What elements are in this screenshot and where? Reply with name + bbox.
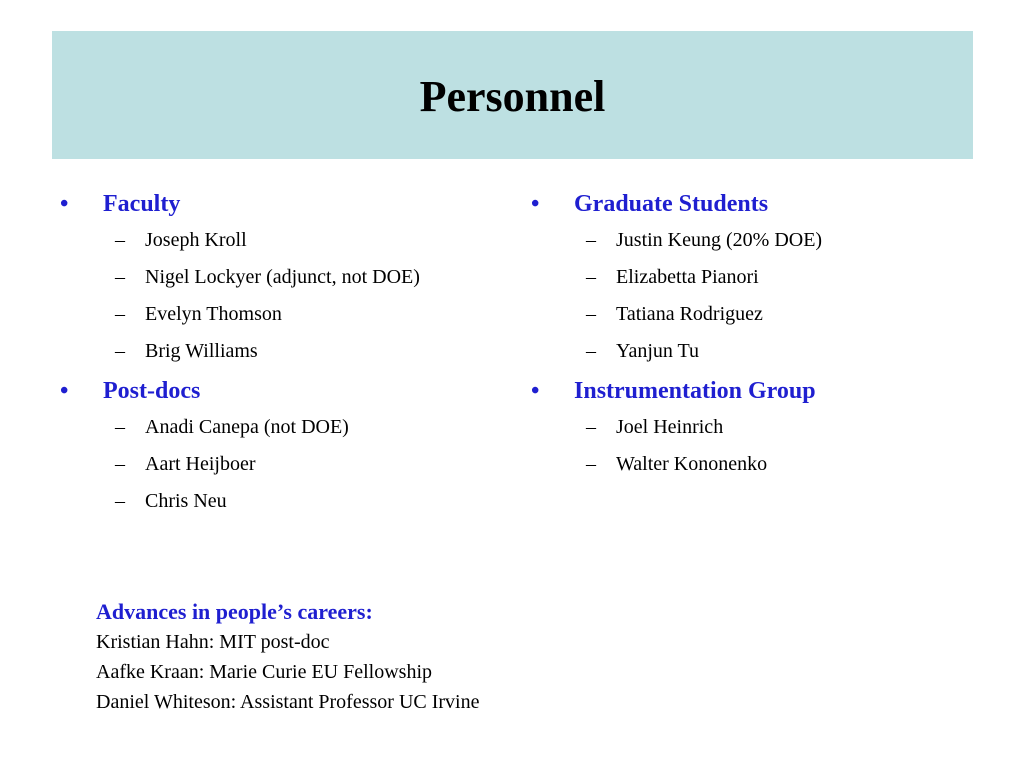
group-heading-label: Graduate Students [574, 191, 769, 217]
bullet-icon: • [531, 378, 540, 404]
dash-icon: – [586, 416, 596, 438]
dash-icon: – [115, 490, 125, 512]
dash-icon: – [115, 416, 125, 438]
list-item [528, 333, 968, 370]
right-column [528, 186, 968, 483]
careers-line: Kristian Hahn: MIT post-doc [96, 631, 330, 653]
list-item-label: Chris Neu [145, 490, 227, 512]
group-heading-label: Instrumentation Group [574, 378, 816, 404]
list-item-label: Walter Kononenko [616, 453, 768, 475]
bullet-icon: • [60, 378, 69, 404]
dash-icon: – [115, 229, 125, 251]
slide-title: Personnel [419, 72, 606, 121]
list-item-label: Nigel Lockyer (adjunct, not DOE) [145, 266, 420, 288]
dash-icon: – [586, 266, 596, 288]
list-item-label: Joel Heinrich [616, 416, 724, 438]
list-item-label: Elizabetta Pianori [616, 266, 759, 288]
sub-list [57, 222, 517, 370]
bullet-icon: • [60, 191, 69, 217]
bullet-icon: • [531, 191, 540, 217]
list-item-label: Tatiana Rodriguez [616, 303, 763, 325]
dash-icon: – [586, 303, 596, 325]
list-item-label: Brig Williams [145, 340, 258, 362]
list-item [528, 259, 968, 296]
list-item-label: Aart Heijboer [145, 453, 256, 475]
sub-list [528, 409, 968, 483]
group-heading [528, 186, 968, 222]
list-item [57, 222, 517, 259]
careers-line: Daniel Whiteson: Assistant Professor UC Irvine [96, 691, 480, 713]
postdocs-group [57, 373, 517, 520]
careers-heading: Advances in people’s careers: [96, 599, 373, 624]
list-item-label: Evelyn Thomson [145, 303, 282, 325]
list-item [528, 409, 968, 446]
title-band [52, 31, 973, 159]
list-item [528, 222, 968, 259]
graduate-students-group [528, 186, 968, 370]
dash-icon: – [586, 340, 596, 362]
list-item [57, 259, 517, 296]
dash-icon: – [115, 303, 125, 325]
instrumentation-group [528, 373, 968, 483]
group-heading [528, 373, 968, 409]
sub-list [57, 409, 517, 520]
list-item-label: Joseph Kroll [145, 229, 247, 251]
dash-icon: – [586, 229, 596, 251]
careers-line: Aafke Kraan: Marie Curie EU Fellowship [96, 661, 433, 683]
group-heading [57, 186, 517, 222]
dash-icon: – [115, 453, 125, 475]
list-item [57, 446, 517, 483]
list-item-label: Justin Keung (20% DOE) [616, 229, 823, 251]
list-item [57, 409, 517, 446]
group-heading-label: Faculty [103, 191, 181, 217]
dash-icon: – [586, 453, 596, 475]
careers-section [96, 597, 696, 717]
list-item [528, 446, 968, 483]
left-column [57, 186, 517, 520]
list-item [57, 483, 517, 520]
dash-icon: – [115, 340, 125, 362]
dash-icon: – [115, 266, 125, 288]
list-item-label: Yanjun Tu [616, 340, 700, 362]
list-item-label: Anadi Canepa (not DOE) [145, 416, 349, 438]
group-heading-label: Post-docs [103, 378, 201, 404]
faculty-group [57, 186, 517, 370]
list-item [528, 296, 968, 333]
list-item [57, 296, 517, 333]
group-heading [57, 373, 517, 409]
list-item [57, 333, 517, 370]
sub-list [528, 222, 968, 370]
